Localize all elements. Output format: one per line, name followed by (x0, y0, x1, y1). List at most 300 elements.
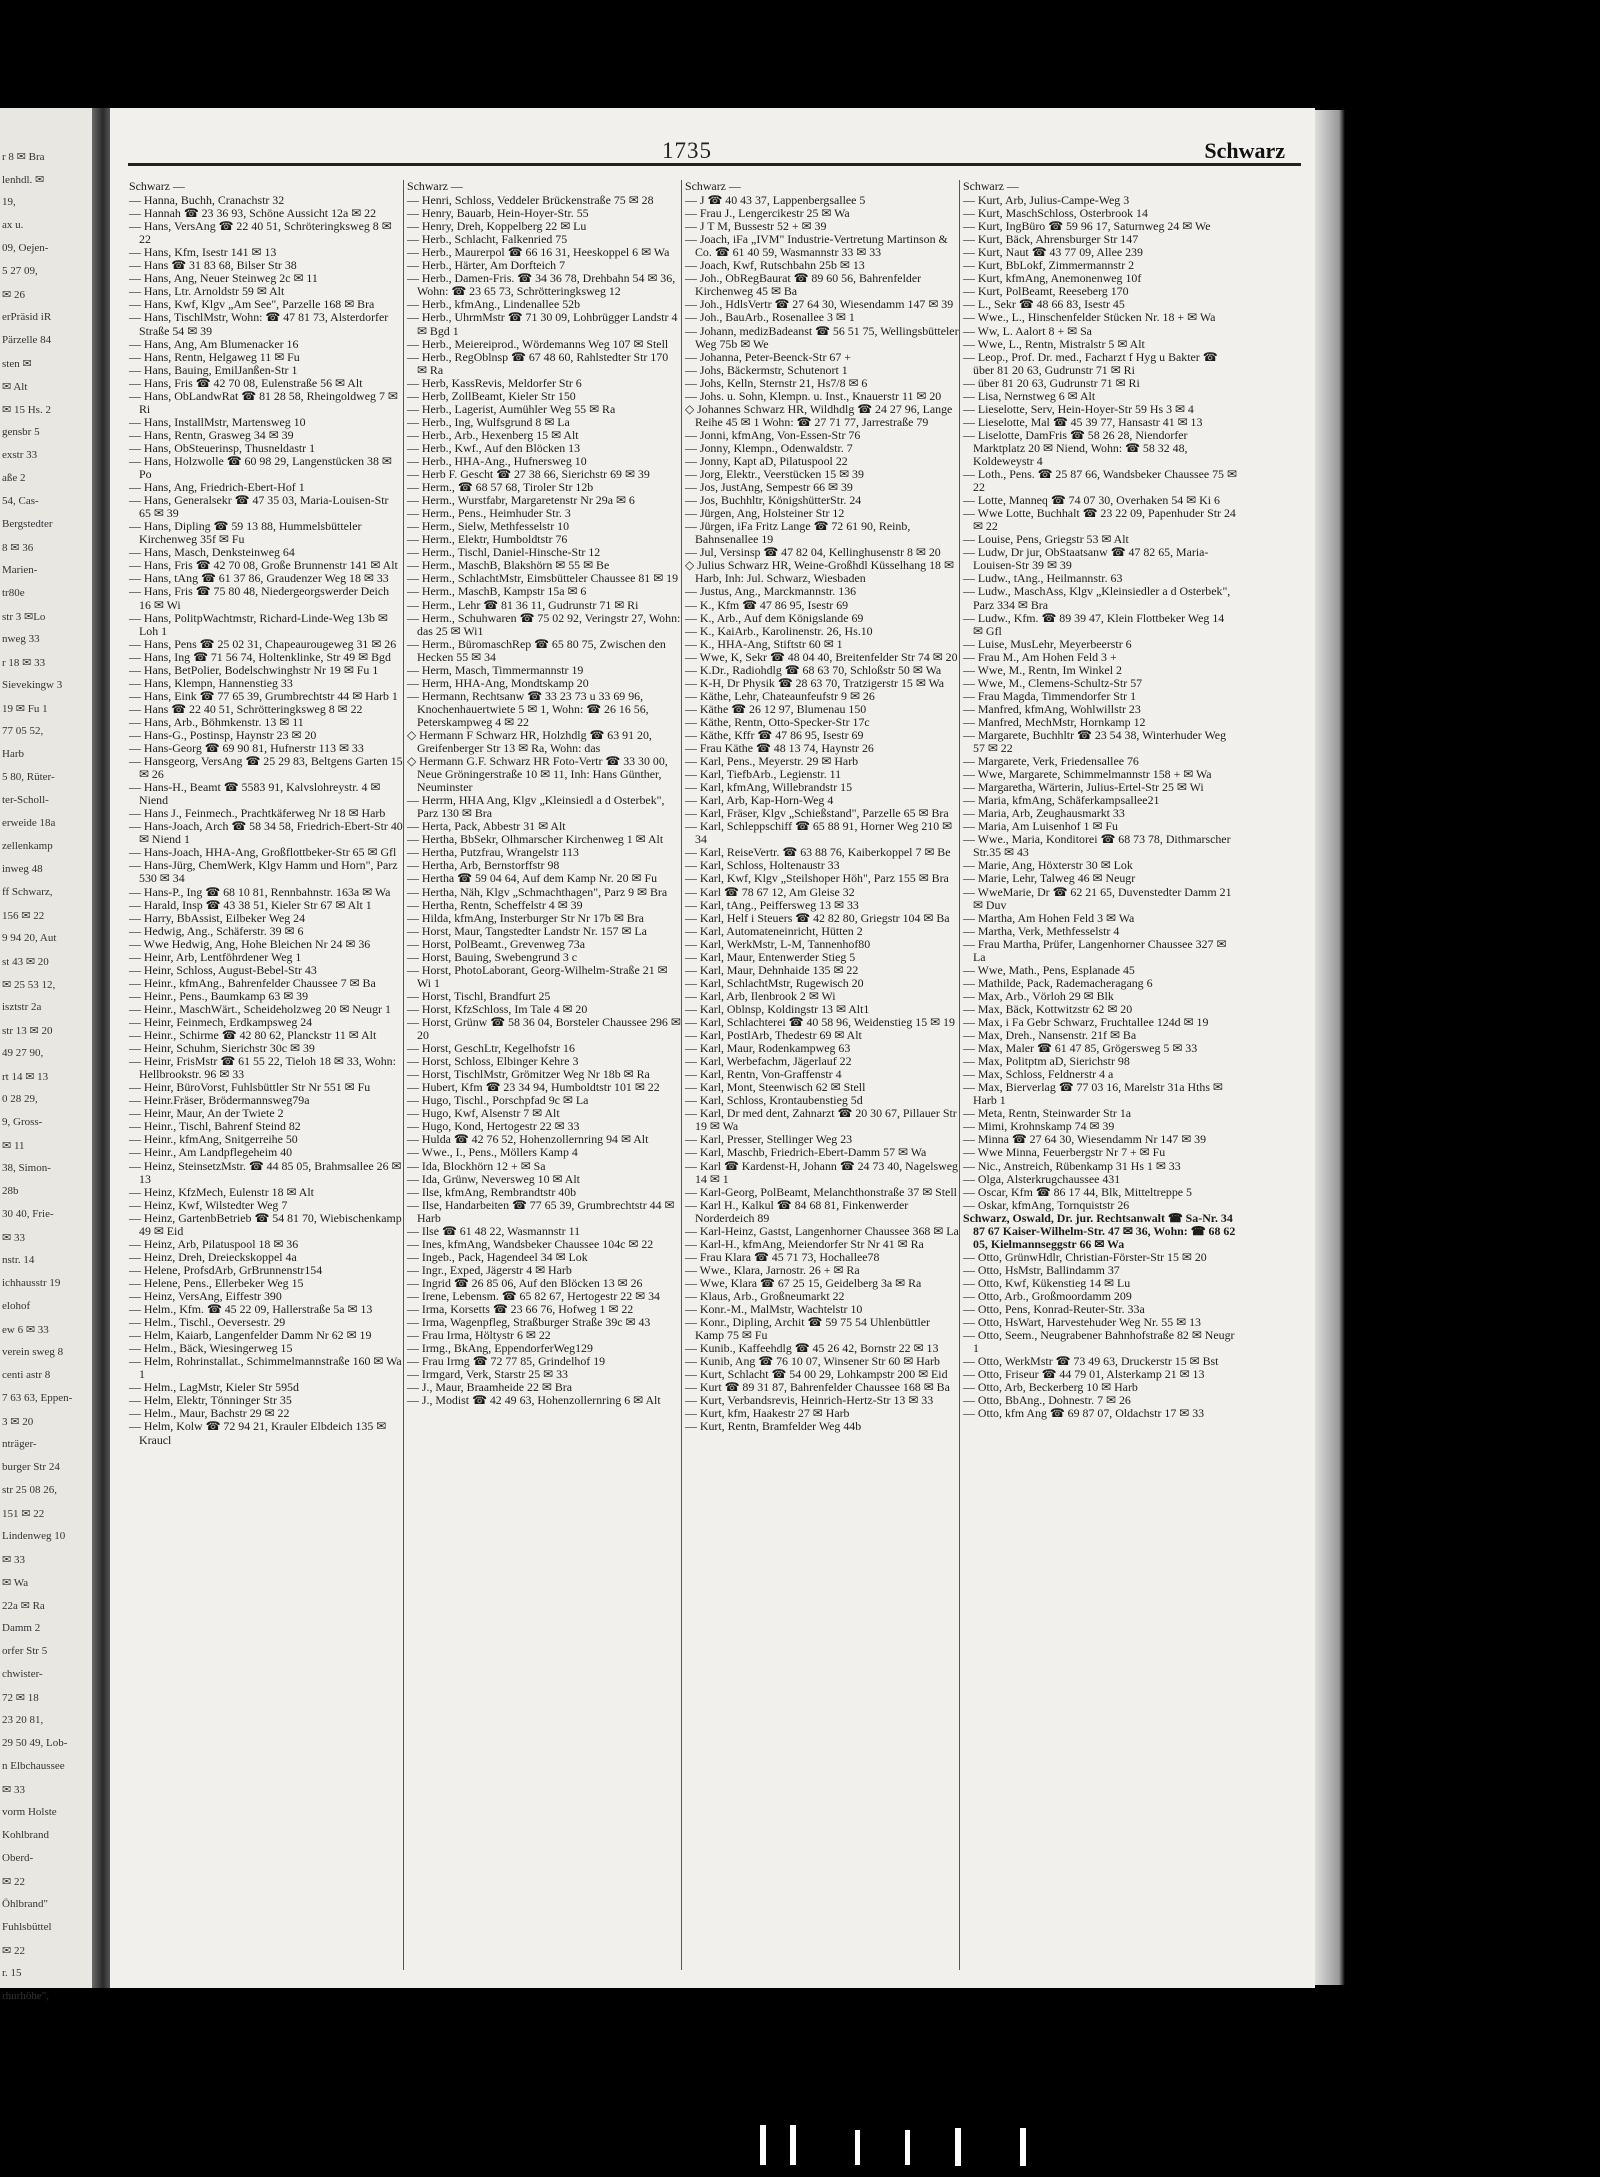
fragment-line: nstr. 14 (2, 1254, 35, 1266)
fragment-line: isztstr 2a (2, 1001, 42, 1013)
directory-entry: — Hans, Kwf, Klgv „Am See", Parzelle 168 ✉ Bra (129, 297, 375, 312)
directory-entry: — Karl-Georg, PolBeamt, Melanchthonstraße 37 ✉ Stell (685, 1184, 957, 1199)
directory-entry: — Wwe, M., Rentn, Im Winkel 2 (963, 662, 1122, 677)
fragment-line: Fuhlsbüttel (2, 1921, 52, 1933)
column-heading: Schwarz — (407, 179, 463, 193)
directory-entry: — Karl, Kwf, Klgv „Steilshoper Höh", Parz 155 ✉ Bra (685, 871, 949, 886)
directory-entry: — Frau J., Lengercikestr 25 ✉ Wa (685, 206, 850, 221)
directory-entry: — Horst, PhotoLaborant, Georg-Wilhelm-Straße 21 ✉ Wi 1 (407, 962, 668, 990)
directory-entry: ◇ Julius Schwarz HR, Weine-Großhdl Küsselhang 18 ✉ Harb, Inh: Jul. Schwarz, Wiesbaden (685, 558, 954, 586)
directory-entry: — Wwe., Maria, Konditorei ☎ 68 73 78, Dithmarscher Str.35 ✉ 43 (963, 832, 1231, 860)
directory-entry: — Herm., BüromaschRep ☎ 65 80 75, Zwischen den Hecken 55 ✉ 34 (407, 636, 666, 664)
directory-entry: — Hans-Joach, Arch ☎ 58 34 58, Friedrich-Ebert-Str 40 ✉ Niend 1 (129, 819, 403, 847)
directory-entry: — Karl, Mont, Steenwisch 62 ✉ Stell (685, 1080, 866, 1095)
fragment-line: zellenkamp (2, 840, 53, 852)
directory-entry: — Herb., Damen-Fris. ☎ 34 36 78, Drehbahn 54 ✉ 36, Wohn: ☎ 23 65 73, Schrötteringksweg 12 (407, 271, 676, 299)
directory-entry: — Käthe, Rentn, Otto-Specker-Str 17c (685, 714, 870, 729)
directory-entry: — Heinr, FrisMstr ☎ 61 55 22, Tieloh 18 ✉ 33, Wohn: Hellbrookstr. 96 ✉ 33 (129, 1054, 396, 1082)
directory-entry: — Henri, Schloss, Veddeler Brückenstraße 75 ✉ 28 (407, 193, 654, 208)
fragment-line: lenhdl. ✉ (2, 174, 45, 186)
directory-entry: — Heinr.Fräser, Brödermannsweg79a (129, 1093, 310, 1108)
directory-entry: — Joach, iFa „IVM" Industrie-Vertretung Martinson & Co. ☎ 61 40 59, Wasmannstr 33 ✉ 33 (685, 232, 948, 260)
directory-entry: — K.Dr., Radiohdlg ☎ 68 63 70, Schloßstr 50 ✉ Wa (685, 662, 942, 677)
directory-entry: — Lieselotte, Serv, Hein-Hoyer-Str 59 Hs 3 ✉ 4 (963, 401, 1194, 416)
directory-entry: — Karl H., Kalkul ☎ 84 68 81, Finkenwerder Norderdeich 89 (685, 1197, 909, 1225)
fragment-line: r 8 ✉ Bra (2, 151, 45, 163)
directory-entry: — WweMarie, Dr ☎ 62 21 65, Duvenstedter Damm 21 ✉ Duv (963, 884, 1232, 912)
film-mark (790, 2125, 796, 2165)
directory-entry: — Otto, Kwf, Kükenstieg 14 ✉ Lu (963, 1275, 1131, 1290)
directory-entry: — Karl, Werbefachm, Jägerlauf 22 (685, 1054, 852, 1069)
directory-entry: — Wwe, Margarete, Schimmelmannstr 158 + ✉ Wa (963, 767, 1212, 782)
fragment-line: n Elbchaussee (2, 1760, 65, 1772)
directory-entry: — Ingeb., Pack, Hagendeel 34 ✉ Lok (407, 1249, 588, 1264)
directory-entry: — Helm., Maur, Bachstr 29 ✉ 22 (129, 1406, 290, 1421)
fragment-line: 38, Simon- (2, 1162, 51, 1174)
fragment-line: erPräsid iR (2, 311, 52, 323)
directory-entry: — J., Modist ☎ 42 49 63, Hohenzollernring 6 ✉ Alt (407, 1393, 661, 1408)
directory-entry: — Karl, PostlArb, Thedestr 69 ✉ Alt (685, 1028, 862, 1043)
directory-entry: — Mimi, Krohnskamp 74 ✉ 39 (963, 1119, 1115, 1134)
directory-entry: — Heinr., Am Landpflegeheim 40 (129, 1145, 293, 1160)
directory-entry: — Ww, L. Aalort 8 + ✉ Sa (963, 323, 1092, 338)
directory-entry: — Louise, Pens, Griegstr 53 ✉ Alt (963, 532, 1129, 547)
fragment-line: 29 50 49, Lob- (2, 1737, 68, 1749)
directory-entry: — Margarete, Buchhltr ☎ 23 54 38, Winterhuder Weg 57 ✉ 22 (963, 727, 1227, 756)
directory-entry: — Horst, GeschLtr, Kegelhofstr 16 (407, 1041, 575, 1056)
directory-entry: — Herm., Schuhwaren ☎ 75 02 92, Veringstr 27, Wohn: das 25 ✉ Wi1 (407, 610, 681, 638)
fragment-line: vorm Holste (2, 1806, 57, 1818)
directory-entry: — Martha, Am Hohen Feld 3 ✉ Wa (963, 910, 1135, 925)
fragment-line: ew 6 ✉ 33 (2, 1324, 49, 1336)
column-heading: Schwarz — (685, 179, 741, 193)
directory-entry: — Heinz, Arb, Pilatuspool 18 ✉ 36 (129, 1236, 299, 1251)
column-divider (681, 180, 682, 1970)
directory-entry: — Hertha ☎ 59 04 64, Auf dem Kamp Nr. 20 ✉ Fu (407, 871, 658, 886)
fragment-line: ✉ 26 (2, 289, 25, 301)
fragment-line: 3 ✉ 20 (2, 1416, 34, 1428)
directory-entry: — Hans, Arb., Böhmkenstr. 13 ✉ 11 (129, 714, 304, 729)
directory-entry: — Hans-H., Beamt ☎ 5583 91, Kalvslohreystr. 4 ✉ Niend (129, 780, 381, 808)
directory-entry: — Manfred, kfmAng, Wohlwillstr 23 (963, 701, 1141, 716)
fragment-line: verein sweg 8 (2, 1346, 64, 1358)
directory-entry: — Herta, Pack, Abbestr 31 ✉ Alt (407, 819, 566, 834)
directory-entry: — Konr., Dipling, Archit ☎ 59 75 54 Uhlenbüttler Kamp 75 ✉ Fu (685, 1315, 931, 1343)
directory-entry: — Hans, Ang, Friedrich-Ebert-Hof 1 (129, 480, 305, 495)
directory-entry: — Hertha, BbSekr, Olhmarscher Kirchenweg 1 ✉ Alt (407, 832, 664, 847)
directory-entry: — Liselotte, DamFris ☎ 58 26 28, Niendorfer Marktplatz 20 ✉ Niend, Wohn: ☎ 58 32 48, Koldeweystr 4 (963, 427, 1188, 468)
directory-entry: — Hugo, Kwf, Alsenstr 7 ✉ Alt (407, 1106, 560, 1121)
directory-entry: — Kurt, PolBeamt, Reeseberg 170 (963, 284, 1129, 299)
directory-entry: — Horst, PolBeamt., Grevenweg 73a (407, 936, 585, 951)
directory-entry: — Heinz, SteinsetzMstr. ☎ 44 85 05, Brahmsallee 26 ✉ 13 (129, 1158, 402, 1186)
directory-entry: — Kurt, Verbandsrevis, Heinrich-Hertz-Str 13 ✉ 33 (685, 1393, 934, 1408)
directory-entry: — Karl, Schloss, Holtenaustr 33 (685, 858, 840, 873)
directory-entry: — Minna ☎ 27 64 30, Wiesendamm Nr 147 ✉ 39 (963, 1132, 1207, 1147)
fragment-line: 5 80, Rüter- (2, 771, 55, 783)
fragment-line: ✉ 11 (2, 1140, 25, 1152)
fragment-line: ichhausstr 19 (2, 1277, 61, 1289)
directory-entry: — Max, i Fa Gebr Schwarz, Fruchtallee 124d ✉ 19 (963, 1015, 1209, 1029)
fragment-line: 09, Oejen- (2, 242, 49, 254)
directory-entry: — Kurt ☎ 89 31 87, Bahrenfelder Chaussee 168 ✉ Ba (685, 1380, 950, 1395)
directory-entry: — Helm., LagMstr, Kieler Str 595d (129, 1380, 299, 1395)
directory-entry: — Horst, Schloss, Elbinger Kehre 3 (407, 1054, 579, 1069)
directory-entry: — Frau Käthe ☎ 48 13 74, Haynstr 26 (685, 741, 874, 756)
directory-entry: — Otto, BbAng., Dohnestr. 7 ✉ 26 (963, 1393, 1131, 1408)
directory-entry: — J ☎ 40 43 37, Lappenbergsallee 5 (685, 193, 866, 208)
directory-entry: — Hans, VersAng ☎ 22 40 51, Schröteringksweg 8 ✉ 22 (129, 219, 392, 247)
directory-entry: — Harald, Insp ☎ 43 38 51, Kieler Str 67 ✉ Alt 1 (129, 897, 372, 912)
directory-entry: — Johanna, Peter-Beenck-Str 67 + (685, 349, 851, 364)
fragment-line: 9 94 20, Aut (2, 932, 57, 944)
fragment-line: 54, Cas- (2, 495, 39, 507)
directory-entry: — Karl, Maschb, Friedrich-Ebert-Damm 57 ✉ Wa (685, 1145, 927, 1160)
directory-entry: — Hans, Masch, Denksteinweg 64 (129, 545, 295, 560)
fragment-line: ✉ 33 (2, 1232, 25, 1244)
directory-entry: — Heinr, Maur, An der Twiete 2 (129, 1106, 284, 1121)
directory-entry: — Herb., kfmAng., Lindenallee 52b (407, 297, 581, 312)
directory-entry: — Meta, Rentn, Steinwarder Str 1a (963, 1106, 1132, 1121)
directory-entry: — Ida, Blockhörn 12 + ✉ Sa (407, 1158, 546, 1173)
fragment-line: Harb (2, 748, 24, 760)
directory-entry: — Herm., Tischl, Daniel-Hinsche-Str 12 (407, 545, 601, 560)
directory-entry: — Hans, Rentn, Grasweg 34 ✉ 39 (129, 427, 294, 442)
directory-entry: — Wwe, Math., Pens, Esplanade 45 (963, 962, 1135, 977)
directory-entry: — Otto, WerkMstr ☎ 73 49 63, Druckerstr 15 ✉ Bst (963, 1354, 1219, 1369)
directory-entry: — Kurt, MaschSchloss, Osterbrook 14 (963, 206, 1148, 221)
directory-entry: — Otto, Seem., Neugrabener Bahnhofstraße 82 ✉ Neugr 1 (963, 1328, 1235, 1356)
directory-entry: — Helm, Rohrinstallat., Schimmelmannstraße 160 ✉ Wa 1 (129, 1354, 402, 1382)
directory-entry: — Heinz, Kwf, Wilstedter Weg 7 (129, 1197, 288, 1212)
fragment-line: ✉ Wa (2, 1577, 29, 1589)
directory-entry: — Wwe, L., Rentn, Mistralstr 5 ✉ Alt (963, 336, 1145, 351)
fragment-line: nträger- (2, 1438, 37, 1450)
directory-entry: — Otto, Pens, Konrad-Reuter-Str. 33a (963, 1302, 1145, 1317)
column-2 (407, 180, 681, 1970)
directory-entry: — Karl, Dr med dent, Zahnarzt ☎ 20 30 67, Pillauer Str 19 ✉ Wa (685, 1106, 957, 1134)
directory-entry: — Herb F. Gescht ☎ 27 38 66, Sierichstr 69 ✉ 39 (407, 467, 650, 482)
directory-entry: — Karl, Oblnsp, Koldingstr 13 ✉ Alt1 (685, 1001, 870, 1016)
film-mark (905, 2130, 910, 2165)
directory-entry: — Horst, Maur, Tangstedter Landstr Nr. 157 ✉ La (407, 923, 647, 938)
book-gutter (92, 108, 110, 1988)
fragment-line: orfer Str 5 (2, 1645, 48, 1657)
directory-entry: — Hans-P., Ing ☎ 68 10 81, Rennbahnstr. 163a ✉ Wa (129, 884, 391, 899)
directory-entry: — Frau Magda, Timmendorfer Str 1 (963, 688, 1137, 703)
directory-entry: — Helm., Tischl., Oeversestr. 29 (129, 1315, 286, 1330)
adjacent-page-fragment (0, 108, 92, 2002)
directory-entry: — Herm., ☎ 68 57 68, Tiroler Str 12b (407, 480, 594, 495)
fragment-line: 19, (2, 196, 16, 208)
fragment-line: sten ✉ (2, 358, 32, 370)
directory-entry: — Hans, Klempn, Hannenstieg 33 (129, 675, 293, 690)
directory-entry: — Käthe ☎ 26 12 97, Blumenau 150 (685, 701, 867, 716)
directory-entry: — Hans, Ang, Am Blumenacker 16 (129, 336, 299, 351)
directory-entry: — Justus, Ang., Marckmannstr. 136 (685, 584, 857, 599)
directory-entry: — Wwe Hedwig, Ang, Hohe Bleichen Nr 24 ✉ 36 (129, 936, 371, 951)
directory-entry: — Luise, MusLehr, Meyerbeerstr 6 (963, 636, 1132, 651)
directory-entry: — Johs, Kelln, Sternstr 21, Hs7/8 ✉ 6 (685, 375, 868, 390)
column-1 (129, 180, 403, 1970)
directory-entry: — Hans-Jürg, ChemWerk, Klgv Hamm und Horn", Parz 530 ✉ 34 (129, 858, 398, 886)
directory-entry: — Horst, Grünw ☎ 58 36 04, Borsteler Chaussee 296 ✉ 20 (407, 1015, 681, 1043)
directory-entry: — Herm., Sielw, Methfesselstr 10 (407, 519, 570, 534)
film-mark (760, 2125, 766, 2165)
directory-entry: — Ida, Grünw, Neversweg 10 ✉ Alt (407, 1171, 580, 1186)
directory-entry: — Helm, Elektr, Tönninger Str 35 (129, 1393, 292, 1408)
directory-entry: — Wwe., I., Pens., Möllers Kamp 4 (407, 1145, 578, 1160)
directory-entry: — Käthe, Kffr ☎ 47 86 95, Isestr 69 (685, 727, 864, 742)
directory-entry: — Herb., UhrmMstr ☎ 71 30 09, Lohbrügger Landstr 4 ✉ Bgd 1 (407, 310, 678, 338)
directory-entry: — Maria, Arb, Zeughausmarkt 33 (963, 806, 1125, 821)
fragment-line: str 13 ✉ 20 (2, 1025, 53, 1037)
directory-entry: — Hans, Fris ☎ 42 70 08, Eulenstraße 56 ✉ Alt (129, 375, 363, 390)
directory-entry: — Jos, JustAng, Sempestr 66 ✉ 39 (685, 480, 853, 495)
directory-entry: — Hugo, Tischl., Porschpfad 9c ✉ La (407, 1093, 589, 1108)
directory-entry: — Jos, Buchhltr, KönigshütterStr. 24 (685, 493, 862, 508)
directory-entry: — Karl, Pens., Meyerstr. 29 ✉ Harb (685, 754, 859, 769)
directory-entry: ◇ Johannes Schwarz HR, Wildhdlg ☎ 24 27 96, Lange Reihe 45 ✉ 1 Wohn: ☎ 27 71 77, Jarrestraße 79 (685, 401, 953, 429)
directory-entry: — Hans, Pens ☎ 25 02 31, Chapeaurougeweg 31 ✉ 26 (129, 636, 397, 651)
fragment-line: 23 20 81, (2, 1714, 44, 1726)
directory-entry: — Hans, Kfm, Isestr 141 ✉ 13 (129, 245, 277, 260)
directory-entry: — Manfred, MechMstr, Hornkamp 12 (963, 714, 1146, 729)
directory-entry: — Irma, Wagenpfleg, Straßburger Straße 39c ✉ 43 (407, 1315, 651, 1330)
directory-entry: — Helm, Kaiarb, Langenfelder Damm Nr 62 ✉ 19 (129, 1328, 372, 1343)
directory-entry: — Hans, PolitpWachtmstr, Richard-Linde-Weg 13b ✉ Loh 1 (129, 610, 388, 638)
directory-entry: — Herb., Arb., Hexenberg 15 ✉ Alt (407, 427, 579, 442)
directory-entry: — Jorg, Elektr., Veerstücken 15 ✉ 39 (685, 467, 864, 482)
directory-entry: — Hugo, Kond, Hertogestr 22 ✉ 33 (407, 1119, 580, 1134)
directory-entry: — Kurt, Schlacht ☎ 54 00 29, Lohkampstr 200 ✉ Eid (685, 1367, 948, 1382)
directory-entry: — Leop., Prof. Dr. med., Facharzt f Hyg u Bakter ☎ über 81 20 63, Gudrunstr 71 ✉ Ri (963, 349, 1218, 377)
directory-entry: — Klaus, Arb., Großneumarkt 22 (685, 1288, 845, 1303)
directory-entry: — Wwe, Klara ☎ 67 25 15, Geidelberg 3a ✉ Ra (685, 1275, 922, 1290)
directory-entry: — Herm, HHA-Ang, Mondtskamp 20 (407, 675, 589, 690)
directory-entry: — Karl ☎ 78 67 12, Am Gleise 32 (685, 884, 855, 899)
directory-entry: — Hertha, Näh, Klgv „Schmachthagen", Parz 9 ✉ Bra (407, 884, 668, 899)
fragment-line: elohof (2, 1300, 31, 1312)
directory-entry: — Herrm, HHA Ang, Klgv „Kleinsiedl a d Osterbek", Parz 130 ✉ Bra (407, 793, 665, 821)
directory-entry: — Hedwig, Ang., Schäferstr. 39 ✉ 6 (129, 923, 304, 938)
fragment-line: erweide 18a (2, 817, 56, 829)
directory-entry: — Hans ☎ 22 40 51, Schrötteringksweg 8 ✉ 22 (129, 701, 363, 716)
directory-entry: — Karl, Schleppschiff ☎ 65 88 91, Horner Weg 210 ✉ 34 (685, 819, 953, 847)
directory-entry: — Max, Arb., Vörloh 29 ✉ Blk (963, 988, 1114, 1003)
directory-entry: — K., Arb., Auf dem Königslande 69 (685, 610, 864, 625)
directory-entry: — Max, Dreh., Nansenstr. 21f ✉ Ba (963, 1028, 1137, 1043)
directory-entry: — Herm., Wurstfabr, Margaretenstr Nr 29a ✉ 6 (407, 493, 635, 508)
directory-entry: — Oscar, Kfm ☎ 86 17 44, Blk, Mitteltreppe 5 (963, 1184, 1192, 1199)
directory-entry: — Karl, WerkMstr, L-M, Tannenhof80 (685, 936, 871, 951)
fragment-line: gensbr 5 (2, 426, 40, 438)
directory-entry: — J T M, Bussestr 52 + ✉ 39 (685, 219, 827, 234)
column-4 (963, 180, 1237, 1970)
directory-entry: — Kunib., Kaffeehdlg ☎ 45 26 42, Bornstr 22 ✉ 13 (685, 1341, 939, 1356)
directory-entry: — Helene, Pens., Ellerbeker Weg 15 (129, 1275, 304, 1290)
directory-entry: — Margarete, Verk, Friedensallee 76 (963, 754, 1139, 769)
fragment-line: ✉ 25 53 12, (2, 979, 56, 991)
directory-entry: — Joh., BauArb., Rosenallee 3 ✉ 1 (685, 310, 855, 325)
directory-entry: — K., KaiArb., Karolinenstr. 26, Hs.10 (685, 623, 873, 638)
column-3 (685, 180, 959, 1970)
directory-entry: — Hulda ☎ 42 76 52, Hohenzollernring 94 ✉ Alt (407, 1132, 649, 1147)
directory-entry: — K., HHA-Ang, Stiftstr 60 ✉ 1 (685, 636, 843, 651)
directory-entry: — Karl ☎ Kardenst-H, Johann ☎ 24 73 40, Nagelsweg 14 ✉ 1 (685, 1158, 958, 1186)
directory-entry: — Käthe, Lehr, Chateaunfeufstr 9 ✉ 26 (685, 688, 875, 703)
directory-entry: — Ingr., Exped, Jägerstr 4 ✉ Harb (407, 1262, 572, 1277)
directory-entry: — Ludw., tAng., Heilmannstr. 63 (963, 571, 1123, 586)
fragment-line: Lindenweg 10 (2, 1530, 66, 1542)
directory-entry: — Irma, Korsetts ☎ 23 66 76, Hofweg 1 ✉ 22 (407, 1302, 634, 1317)
directory-entry: — Herb., Schlacht, Falkenried 75 (407, 232, 568, 247)
directory-entry: — Karl, Rentn, Von-Graffenstr 4 (685, 1067, 842, 1082)
fragment-line: 19 ✉ Fu 1 (2, 703, 48, 715)
film-mark (955, 2128, 961, 2166)
directory-entry: — Otto, HsMstr, Ballindamm 37 (963, 1262, 1120, 1277)
directory-entry: — Frau Irmg ☎ 72 77 85, Grindelhof 19 (407, 1354, 606, 1369)
directory-entry: — Lisa, Nernstweg 6 ✉ Alt (963, 388, 1096, 403)
directory-entry: — Jonny, Klempn., Odenwaldstr. 7 (685, 440, 853, 455)
fragment-line: centi astr 8 (2, 1369, 51, 1381)
directory-entry: — Irmgard, Verk, Starstr 25 ✉ 33 (407, 1367, 568, 1382)
directory-entry: — Heinr, Schloss, August-Bebel-Str 43 (129, 962, 317, 977)
directory-entry: ◇ Hermann F Schwarz HR, Holzhdlg ☎ 63 91 20, Greifenberger Str 13 ✉ Ra, Wohn: das (407, 727, 652, 756)
running-head: Schwarz (1204, 138, 1285, 163)
fragment-line: Oberd- (2, 1852, 34, 1864)
directory-entry: — Kurt, kfmAng, Anemonenweg 10f (963, 271, 1142, 286)
fragment-line: str 3 ✉Lo (2, 611, 46, 623)
fragment-line: ✉ 33 (2, 1784, 25, 1796)
fragment-line: 5 27 09, (2, 265, 38, 277)
directory-entry: — Joh., HdlsVertr ☎ 27 64 30, Wiesendamm 147 ✉ 39 (685, 297, 954, 312)
directory-entry: — Ingrid ☎ 26 85 06, Auf den Blöcken 13 ✉ 26 (407, 1275, 643, 1290)
column-divider (959, 180, 960, 1970)
directory-entry: — Olga, Alsterkrugchaussee 431 (963, 1171, 1121, 1186)
directory-entry: — Heinr, Arb, Lentföhrdener Weg 1 (129, 949, 302, 964)
directory-entry: — Hans, Generalsekr ☎ 47 35 03, Maria-Louisen-Str 65 ✉ 39 (129, 493, 389, 521)
directory-entry: — Heinr, Schuhm, Sierichstr 30c ✉ 39 (129, 1041, 315, 1056)
directory-entry: — Kurt, BbLokf, Zimmermannstr 2 (963, 258, 1135, 273)
directory-entry: — Kurt, Bäck, Ahrensburger Str 147 (963, 232, 1139, 247)
directory-entry: — Hans, BetPolier, Bodelschwinghstr Nr 19 ✉ Fu 1 (129, 662, 379, 677)
directory-entry: — Wwe, M., Clemens-Schultz-Str 57 (963, 675, 1143, 690)
fragment-line: ✉ Alt (2, 381, 28, 393)
directory-entry: — Herb., Ing, Wulfsgrund 8 ✉ La (407, 414, 570, 429)
page-edge-shadow (1315, 110, 1345, 1985)
directory-entry: — Lotte, Manneq ☎ 74 07 30, Overhaken 54 ✉ Ki 6 (963, 493, 1220, 508)
directory-entry: — Lieselotte, Mal ☎ 45 39 77, Hansastr 41 ✉ 13 (963, 414, 1203, 429)
column-heading: Schwarz — (129, 179, 185, 193)
directory-entry: — Kurt, Naut ☎ 43 77 09, Allee 239 (963, 245, 1143, 260)
fragment-line: Öhlbrand" (2, 1898, 49, 1910)
directory-entry: — Marie, Lehr, Talweg 46 ✉ Neugr (963, 871, 1136, 886)
directory-entry: — Hans, Fris ☎ 42 70 08, Große Brunnenstr 141 ✉ Alt (129, 558, 398, 573)
directory-entry: — Jonny, Kapt aD, Pilatuspool 22 (685, 453, 848, 468)
fragment-line: r 18 ✉ 33 (2, 657, 46, 669)
directory-entry: — K-H, Dr Physik ☎ 28 63 70, Tratzigerstr 15 ✉ Wa (685, 675, 945, 690)
directory-entry: — Loth., Pens. ☎ 25 87 66, Wandsbeker Chaussee 75 ✉ 22 (963, 467, 1237, 495)
directory-entry: — Hilda, kfmAng, Insterburger Str Nr 17b ✉ Bra (407, 910, 644, 925)
directory-entry: — Kunib, Ang ☎ 76 10 07, Winsener Str 60 ✉ Harb (685, 1354, 940, 1369)
directory-entry: — Maria, Am Luisenhof 1 ✉ Fu (963, 819, 1118, 834)
fragment-line: 49 27 90, (2, 1047, 44, 1059)
directory-entry: — Karl-Heinz, Gastst, Langenhorner Chaussee 368 ✉ La (685, 1223, 959, 1238)
directory-entry: — Herb, KassRevis, Meldorfer Str 6 (407, 375, 582, 390)
directory-entry: — Helm., Kfm. ☎ 45 22 09, Hallerstraße 5a ✉ 13 (129, 1302, 373, 1317)
fragment-line: 8 ✉ 36 (2, 542, 34, 554)
directory-entry: — Irmg., BkAng, EppendorferWeg129 (407, 1341, 593, 1356)
directory-entry: — Kurt, kfm, Haakestr 27 ✉ Harb (685, 1406, 850, 1421)
directory-entry: — Ludw., Kfm. ☎ 89 39 47, Klein Flottbeker Weg 14 ✉ Gfl (963, 610, 1225, 638)
fragment-line: ter-Scholl- (2, 794, 49, 806)
directory-entry: — Heinr, BüroVorst, Fuhlsbüttler Str Nr 551 ✉ Fu (129, 1080, 371, 1095)
directory-entry: — Herm., MaschB, Blakshörn ✉ 55 ✉ Be (407, 558, 610, 573)
fragment-line: aße 2 (2, 472, 26, 484)
fragment-line: r. 15 (2, 1967, 22, 1979)
directory-entry: — Herb., Kwf., Auf den Blöcken 13 (407, 440, 581, 455)
directory-entry: — L., Sekr ☎ 48 66 83, Isestr 45 (963, 297, 1125, 312)
directory-entry: — Heinz, Dreh, Dreieckskoppel 4a (129, 1249, 297, 1264)
directory-entry: — Hans, Ing ☎ 71 56 74, Holtenklinke, Str 49 ✉ Bgd (129, 649, 391, 664)
directory-entry: — Hertha, Rentn, Scheffelstr 4 ✉ 39 (407, 897, 583, 912)
fragment-line: inweg 48 (2, 863, 43, 875)
directory-entry: — Karl, Maur, Dehnhaide 135 ✉ 22 (685, 962, 859, 977)
fragment-line: rt 14 ✉ 13 (2, 1071, 49, 1083)
directory-entry: — Wwe, K, Sekr ☎ 48 04 40, Breitenfelder Str 74 ✉ 20 (685, 649, 958, 664)
fragment-line: burger Str 24 (2, 1461, 60, 1473)
directory-entry: — Hans, ObLandwRat ☎ 81 28 58, Rheingoldweg 7 ✉ Ri (129, 388, 398, 416)
directory-entry: — Hans, Eink ☎ 77 65 39, Grumbrechtstr 44 ✉ Harb 1 (129, 688, 398, 703)
column-heading: Schwarz — (963, 179, 1019, 193)
directory-entry: — Jürgen, iFa Fritz Lange ☎ 72 61 90, Reinb, Bahnsenallee 19 (685, 519, 911, 547)
directory-entry: — Herb., Härter, Am Dorfteich 7 (407, 258, 566, 273)
directory-entry: — Karl-H., kfmAng, Meiendorfer Str Nr 41 ✉ Ra (685, 1236, 924, 1251)
directory-entry: — Jonni, kfmAng, Von-Essen-Str 76 (685, 427, 861, 442)
fragment-line: ✉ 15 Hs. 2 (2, 404, 51, 416)
directory-entry: — Otto, kfm Ang ☎ 69 87 07, Oldachstr 17 ✉ 33 (963, 1406, 1205, 1421)
directory-page (110, 108, 1315, 1988)
directory-entry: — Wwe Minna, Feuerbergstr Nr 7 + ✉ Fu (963, 1145, 1166, 1160)
directory-entry: — Margaretha, Wärterin, Julius-Ertel-Str 25 ✉ Wi (963, 780, 1204, 795)
directory-entry: — Hans, Holzwolle ☎ 60 98 29, Langenstücken 38 ✉ Po (129, 453, 392, 482)
directory-entry: — Karl, ReiseVertr. ☎ 63 88 76, Kaiberkoppel 7 ✉ Be (685, 845, 951, 860)
directory-entry: — Hans-G., Postinsp, Haynstr 23 ✉ 20 (129, 727, 317, 742)
directory-entry: — Heinr., MaschWärt., Scheideholzweg 20 ✉ Neugr 1 (129, 1001, 391, 1016)
directory-entry: — Henry, Dreh, Koppelberg 22 ✉ Lu (407, 219, 587, 234)
directory-entry: — Kurt, IngBüro ☎ 59 96 17, Saturnweg 24 ✉ We (963, 219, 1211, 234)
directory-entry: — Otto, HsWart, Harvestehuder Weg Nr. 55 ✉ 13 (963, 1315, 1201, 1330)
directory-entry: — Hanna, Buchh, Cranachstr 32 (129, 193, 285, 208)
directory-entry: — über 81 20 63, Gudrunstr 71 ✉ Ri (963, 375, 1140, 390)
header-rule (128, 163, 1301, 166)
fragment-line: ✉ 22 (2, 1876, 25, 1888)
directory-entry: — Herb., HHA-Ang., Hufnersweg 10 (407, 453, 587, 468)
fragment-line: 22a ✉ Ra (2, 1600, 45, 1612)
fragment-line: exstr 33 (2, 449, 38, 461)
directory-entry: — Hannah ☎ 23 36 93, Schöne Aussicht 12a ✉ 22 (129, 206, 377, 221)
directory-entry: — Hans-Joach, HHA-Ang, Großflottbeker-Str 65 ✉ Gfl (129, 845, 397, 860)
directory-entry: — Max, Maler ☎ 61 47 85, Grögersweg 5 ✉ 33 (963, 1041, 1198, 1056)
directory-entry: — Herb., Lagerist, Aumühler Weg 55 ✉ Ra (407, 401, 616, 416)
directory-entry: — Hubert, Kfm ☎ 23 34 94, Humboldtstr 101 ✉ 22 (407, 1080, 660, 1095)
directory-entry: ◇ Hermann G.F. Schwarz HR Foto-Vertr ☎ 33 30 00, Neue Gröningerstraße 10 ✉ 11, Inh: Hans Günther, Neuminster (407, 754, 668, 795)
directory-entry: — Martha, Verk, Methfesselstr 4 (963, 923, 1120, 938)
page-header (110, 136, 1315, 176)
page-number: 1735 (662, 138, 712, 163)
directory-entry: — Herm., Elektr, Humboldtstr 76 (407, 532, 568, 547)
